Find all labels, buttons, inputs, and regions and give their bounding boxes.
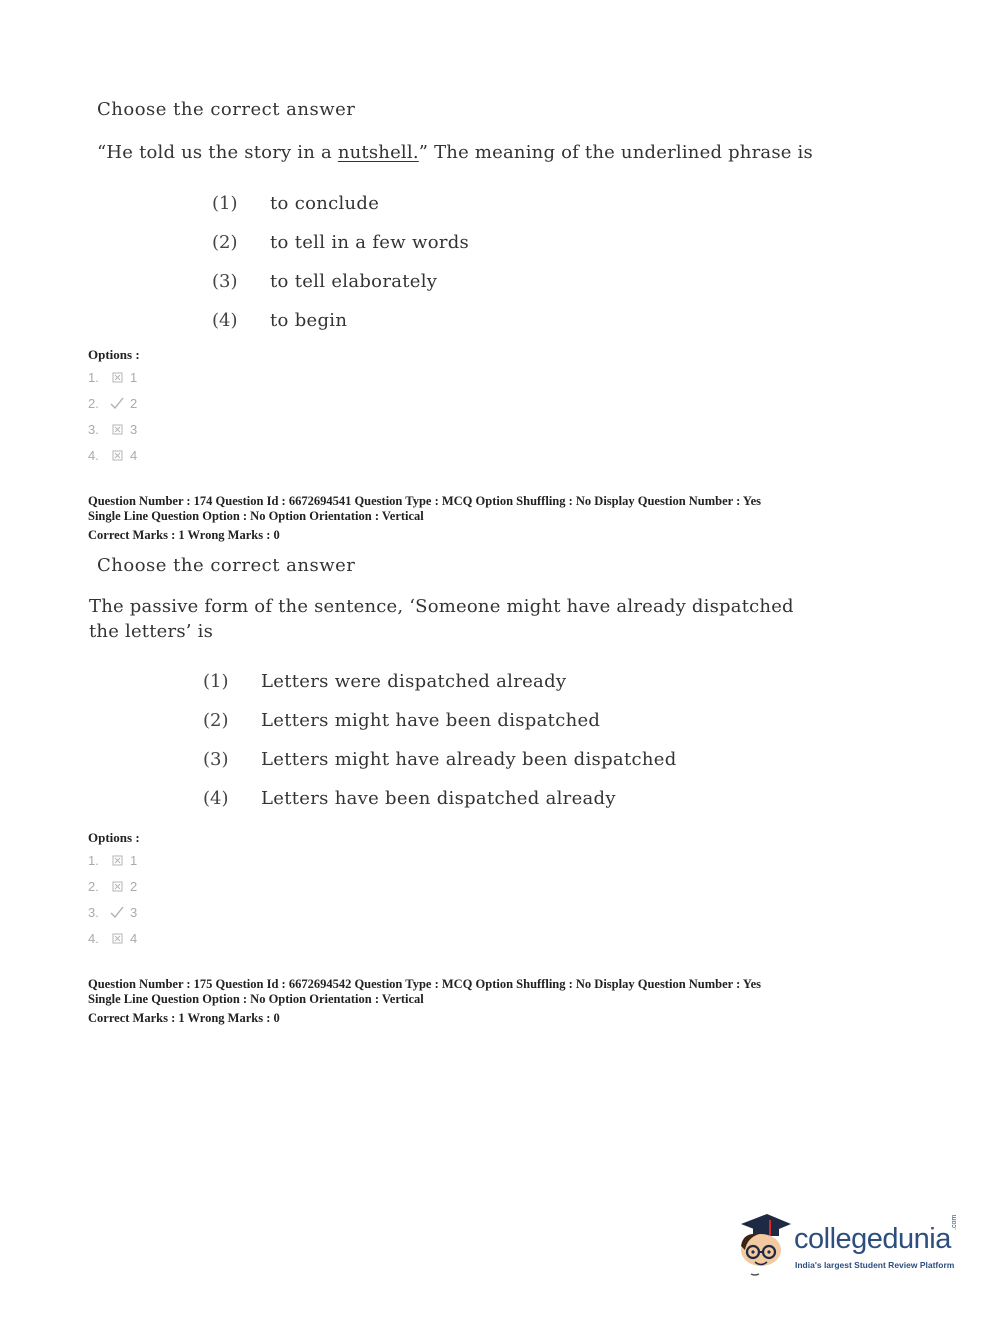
question-heading: Choose the correct answer (97, 99, 356, 120)
choice-item (203, 710, 677, 749)
logo-suffix: .com (951, 1214, 958, 1230)
stem-line: The passive form of the sentence, ‘Someone might have already dispatched (89, 596, 794, 617)
choice-text: Letters might have been dispatched (261, 710, 601, 731)
choice-item (212, 232, 469, 271)
answer-option (88, 899, 137, 925)
choice-item (203, 788, 677, 827)
answer-value: 2 (130, 878, 138, 894)
logo-wordmark: collegedunia (794, 1223, 951, 1255)
choice-item (212, 271, 469, 310)
choice-text: to tell in a few words (270, 232, 470, 253)
check-icon (108, 905, 126, 919)
choice-number: (4) (203, 788, 229, 809)
meta-line: Single Line Question Option : No Option Orientation : Vertical (88, 992, 424, 1006)
question-stem (89, 594, 794, 644)
answer-index: 4. (88, 930, 99, 946)
check-icon (108, 396, 126, 410)
choice-number: (2) (212, 232, 238, 253)
choice-item (203, 749, 677, 788)
choice-number: (4) (212, 310, 238, 331)
answer-index: 1. (88, 369, 99, 385)
answer-option (88, 873, 137, 899)
stem-after: ” The meaning of the underlined phrase is (418, 142, 813, 163)
answer-option (88, 442, 137, 468)
options-label: Options : (88, 347, 140, 362)
answer-value: 4 (130, 930, 138, 946)
choice-text: to conclude (270, 193, 380, 214)
choice-item (212, 193, 469, 232)
choice-text: Letters might have already been dispatched (261, 749, 677, 770)
question-heading: Choose the correct answer (97, 555, 356, 576)
choice-text: Letters have been dispatched already (261, 788, 616, 809)
choice-text: to begin (270, 310, 348, 331)
question-stem (97, 140, 813, 165)
answer-index: 2. (88, 878, 99, 894)
cross-box-icon (108, 853, 126, 867)
answer-value: 1 (130, 852, 138, 868)
choice-list (203, 671, 677, 827)
cross-box-icon (108, 370, 126, 384)
answer-option (88, 364, 137, 390)
answer-option (88, 847, 137, 873)
answer-index: 2. (88, 395, 99, 411)
answer-option (88, 925, 137, 951)
answer-index: 4. (88, 447, 99, 463)
mascot-icon (733, 1210, 793, 1280)
meta-line: Question Number : 174 Question Id : 6672694541 Question Type : MCQ Option Shuffling : No Display Question Number : Yes (88, 494, 761, 508)
question-metadata (88, 494, 761, 543)
choice-item (212, 310, 469, 349)
answer-index: 3. (88, 421, 99, 437)
options-label: Options : (88, 830, 140, 845)
stem-line: the letters’ is (89, 621, 214, 642)
choice-number: (3) (203, 749, 229, 770)
answer-option (88, 390, 137, 416)
cross-box-icon (108, 879, 126, 893)
logo-tagline: India's largest Student Review Platform (795, 1260, 955, 1270)
question-metadata (88, 977, 761, 1026)
answer-value: 3 (130, 904, 138, 920)
cross-box-icon (108, 931, 126, 945)
answer-index: 1. (88, 852, 99, 868)
answer-option (88, 416, 137, 442)
meta-line: Single Line Question Option : No Option Orientation : Vertical (88, 509, 424, 523)
meta-line: Correct Marks : 1 Wrong Marks : 0 (88, 528, 280, 542)
answer-value: 1 (130, 369, 138, 385)
choice-text: to tell elaborately (270, 271, 438, 292)
answer-options (88, 847, 137, 951)
answer-options (88, 364, 137, 468)
answer-value: 3 (130, 421, 138, 437)
choice-item (203, 671, 677, 710)
choice-list (212, 193, 469, 349)
meta-line: Question Number : 175 Question Id : 6672694542 Question Type : MCQ Option Shuffling : No Display Question Number : Yes (88, 977, 761, 991)
cross-box-icon (108, 422, 126, 436)
collegedunia-logo (733, 1210, 963, 1282)
meta-line: Correct Marks : 1 Wrong Marks : 0 (88, 1011, 280, 1025)
choice-text: Letters were dispatched already (261, 671, 567, 692)
choice-number: (1) (203, 671, 229, 692)
answer-value: 4 (130, 447, 138, 463)
stem-underlined: nutshell. (337, 142, 419, 163)
cross-box-icon (108, 448, 126, 462)
answer-index: 3. (88, 904, 99, 920)
answer-value: 2 (130, 395, 138, 411)
choice-number: (1) (212, 193, 238, 214)
choice-number: (2) (203, 710, 229, 731)
choice-number: (3) (212, 271, 238, 292)
stem-before: “He told us the story in a (97, 142, 338, 163)
